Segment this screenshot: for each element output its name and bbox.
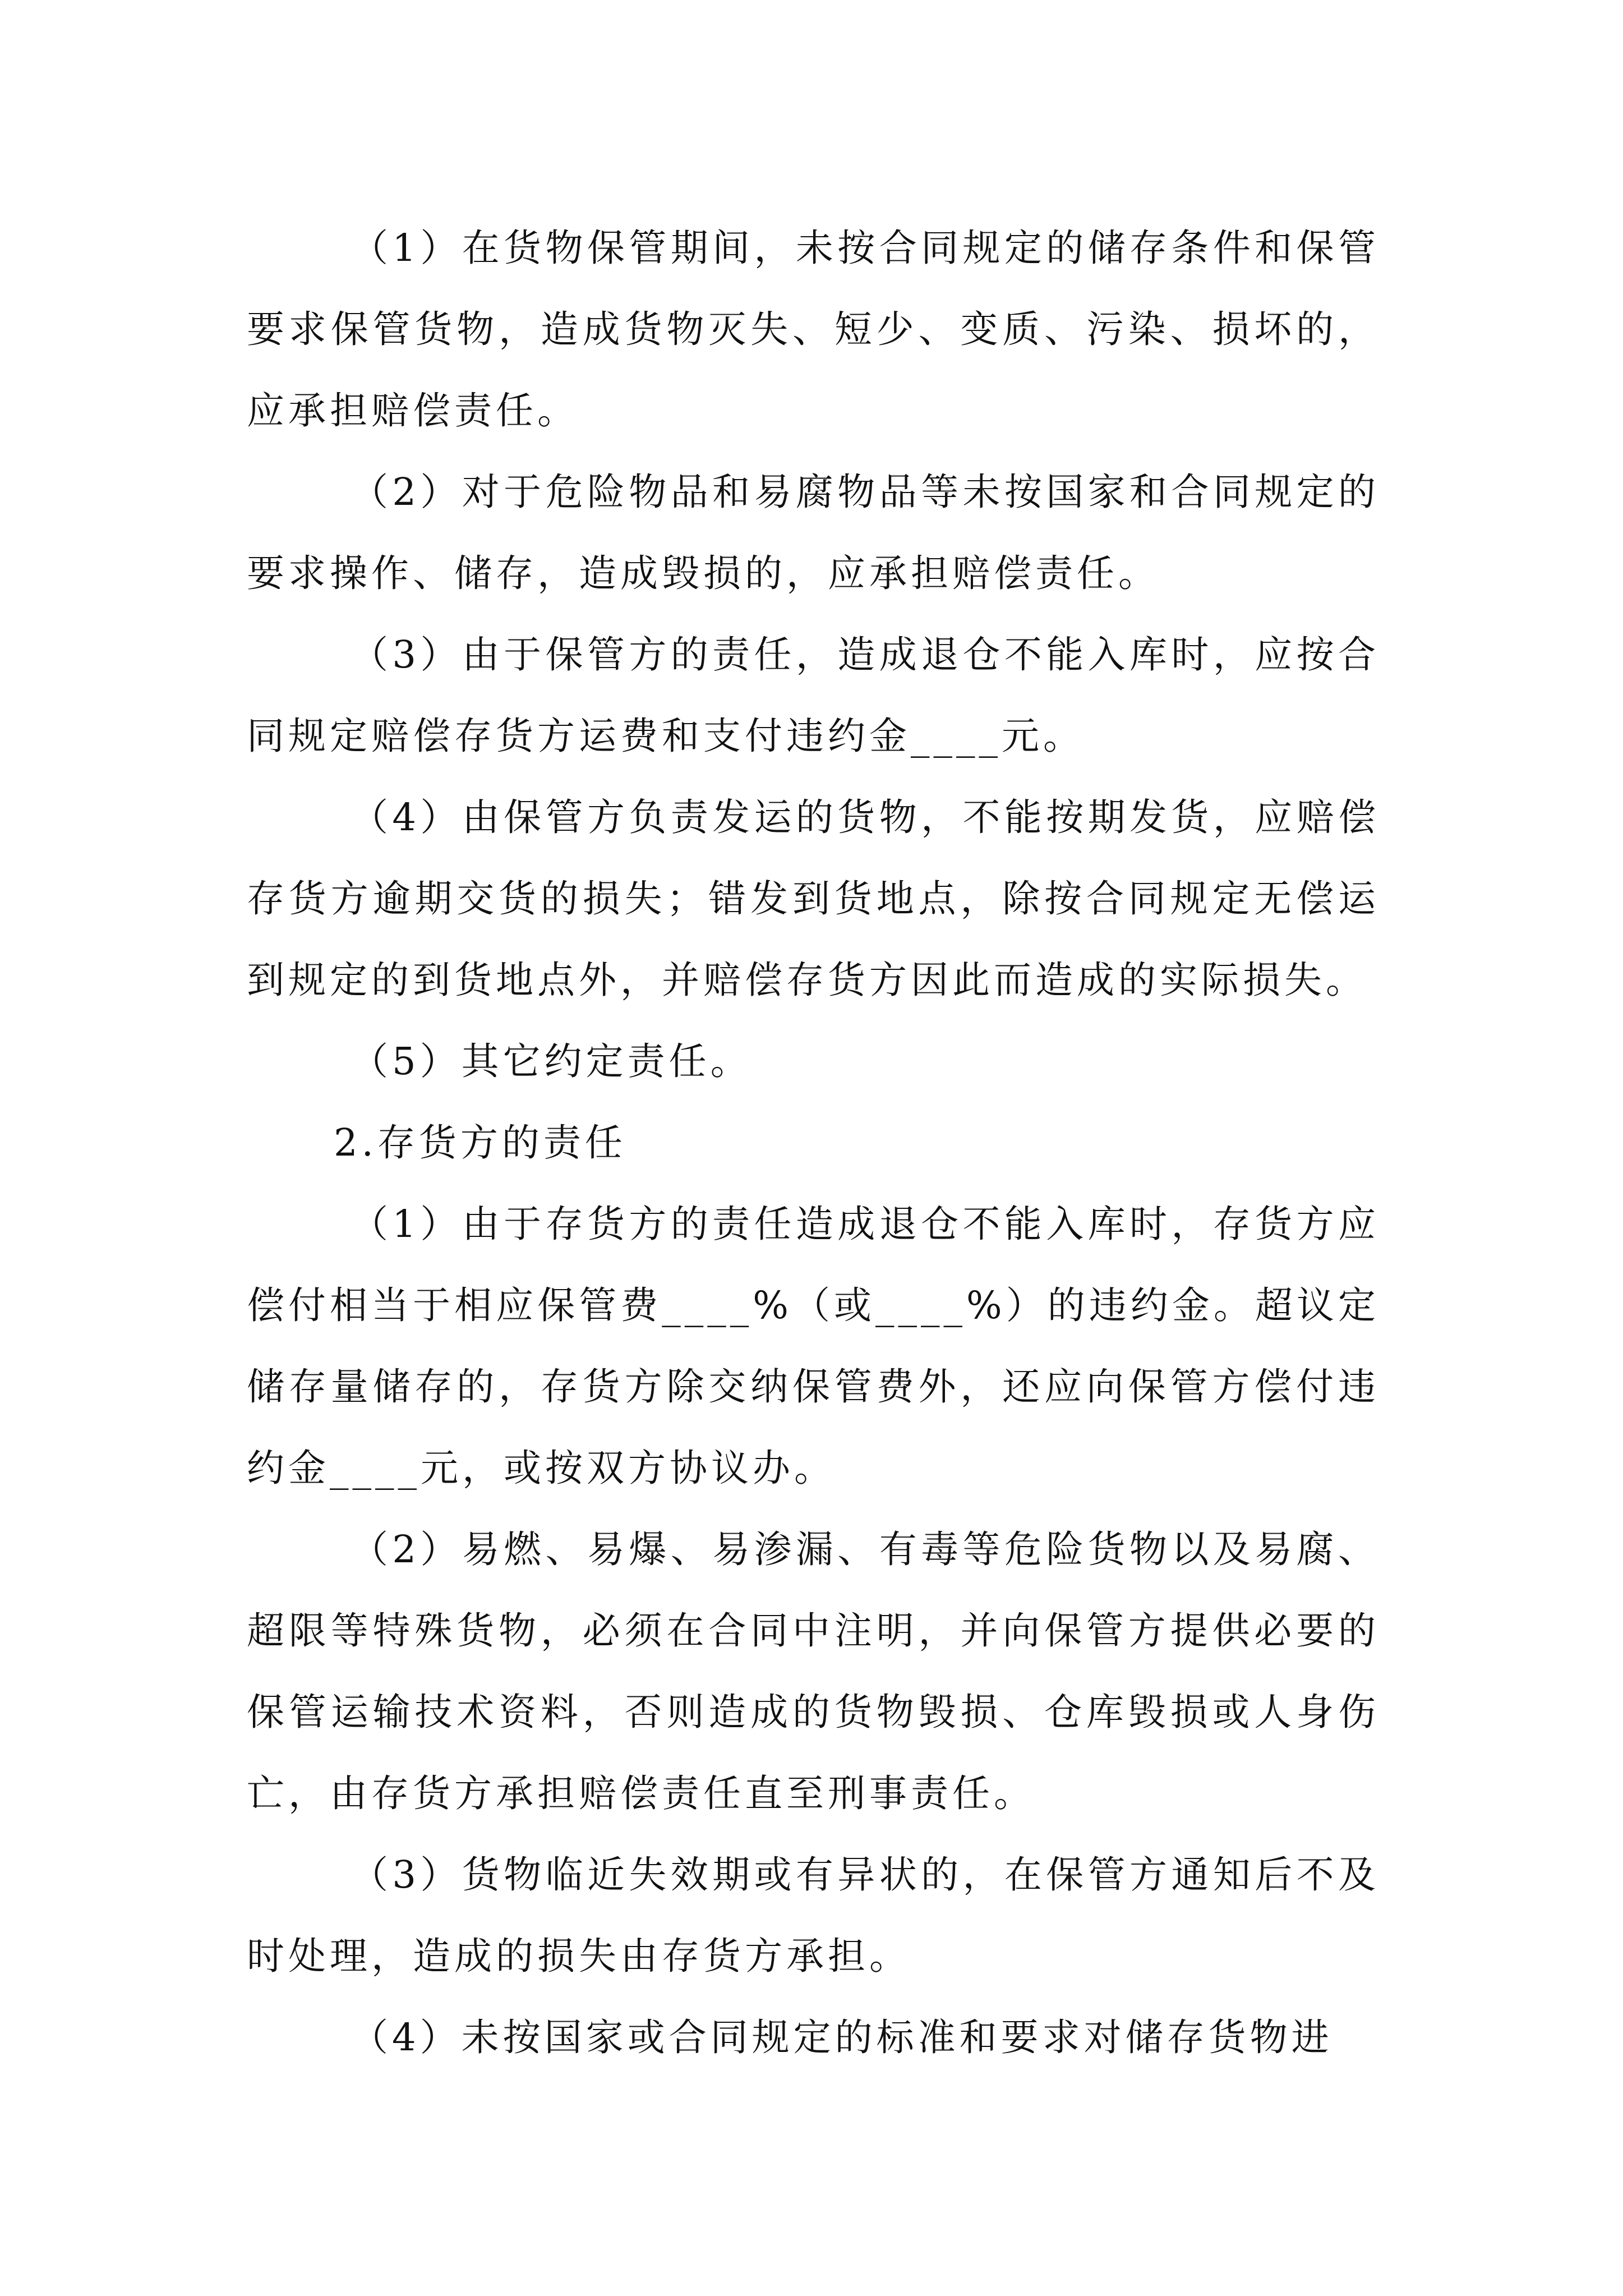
document-body [247,208,1380,2078]
paragraph-custodian-liability-3: （3）由于保管方的责任，造成退仓不能入库时，应按合同规定赔偿存货方运费和支付违约金____元。 [247,633,1380,758]
paragraph-depositor-liability-2: （2）易燃、易爆、易渗漏、有毒等危险货物以及易腐、超限等特殊货物，必须在合同中注明，并向保管方提供必要的保管运输技术资料，否则造成的货物毁损、仓库毁损或人身伤亡，由存货方承担赔偿责任直至刑事责任。 [247,1527,1380,1815]
paragraph-custodian-liability-4: （4）由保管方负责发运的货物，不能按期发货，应赔偿存货方逾期交货的损失；错发到货地点，除按合同规定无偿运到规定的到货地点外，并赔偿存货方因此而造成的实际损失。 [247,795,1380,1002]
section-heading-depositor-liability: 2.存货方的责任 [334,1121,626,1165]
paragraph-custodian-liability-2: （2）对于危险物品和易腐物品等未按国家和合同规定的要求操作、储存，造成毁损的，应承担赔偿责任。 [247,470,1380,595]
paragraph-custodian-liability-1: （1）在货物保管期间，未按合同规定的储存条件和保管要求保管货物，造成货物灭失、短少、变质、污染、损坏的，应承担赔偿责任。 [247,226,1380,432]
paragraph-depositor-liability-4: （4）未按国家或合同规定的标准和要求对储存货物进 [351,2016,1333,2059]
paragraph-depositor-liability-3: （3）货物临近失效期或有异状的，在保管方通知后不及时处理，造成的损失由存货方承担。 [247,1853,1380,1978]
paragraph-custodian-liability-5: （5）其它约定责任。 [351,1039,752,1083]
paragraph-depositor-liability-1: （1）由于存货方的责任造成退仓不能入库时，存货方应偿付相当于相应保管费____%（或____%）的违约金。超议定储存量储存的，存货方除交纳保管费外，还应向保管方偿付违约金____元，或按双方协议办。 [247,1202,1380,1490]
